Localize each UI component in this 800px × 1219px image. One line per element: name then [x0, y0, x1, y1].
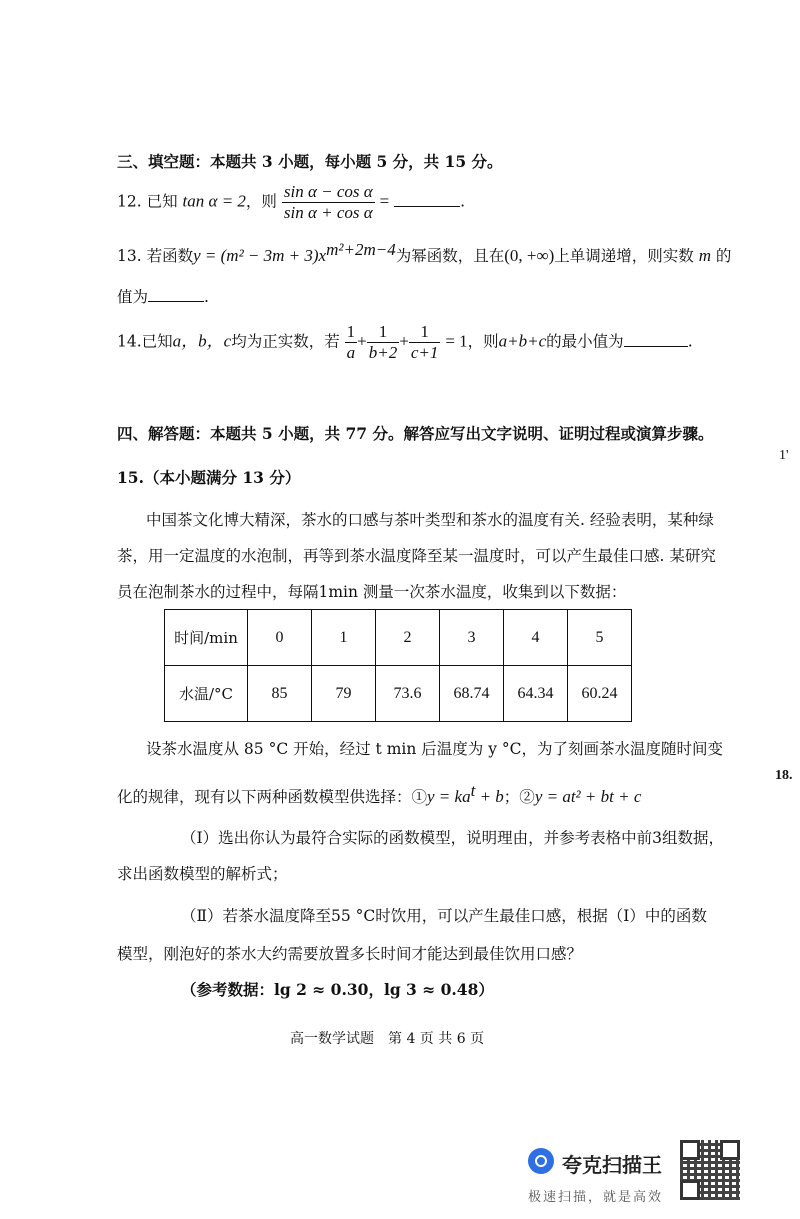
question-14: 14.已知a，b，c均为正实数，若 $\frac{1}{a}$ + $\frac{1}{b+2}$ + $\frac{1}{c+1}$ = 1，则a+b+c的最小值为 .: [117, 322, 693, 362]
q13-exponent: m²+2m−4: [326, 240, 396, 259]
q14-fraction-1: [345, 322, 358, 363]
q14-end: .: [687, 332, 693, 351]
q14-f1-den: a: [346, 343, 356, 362]
q13-variable: m: [698, 246, 711, 266]
question-15-title: 15.（本小题满分 13 分）: [117, 468, 301, 487]
table-cell: 5: [568, 610, 632, 666]
q12-end: .: [460, 192, 466, 211]
table-cell: 60.24: [568, 666, 632, 722]
q15-para5-text: 化的规律，现有以下两种函数模型供选择：①: [117, 788, 428, 807]
q15-paragraph-2: 茶，用一定温度的水泡制，再等到茶水温度降至某一温度时，可以产生最佳口感. 某研究: [117, 547, 716, 565]
q15-paragraph-5: [117, 781, 641, 807]
temperature-table: [164, 609, 632, 722]
q14-rhs: = 1: [445, 331, 468, 351]
table-cell: 79: [312, 666, 376, 722]
q12-number: 12.: [117, 192, 142, 211]
q14-f2-den: b+2: [368, 343, 398, 362]
q13-answer-blank[interactable]: [148, 300, 204, 302]
q13-text3: 上单调递增，则实数: [554, 247, 694, 266]
question-13-line2: [117, 285, 209, 307]
q15-separator: ；②: [503, 788, 535, 807]
table-row-time: [165, 610, 632, 666]
table-cell: 68.74: [440, 666, 504, 722]
table-row-temp: [165, 666, 632, 722]
q15-model-1: y = ka: [427, 787, 471, 807]
table-header-time: 时间/min: [165, 610, 248, 666]
qr-code-icon: [680, 1140, 740, 1200]
q14-f1-num: 1: [346, 322, 356, 341]
q14-fraction-2: [367, 322, 399, 363]
table-cell: 1: [312, 610, 376, 666]
watermark-slogan: 极速扫描，就是高效: [528, 1190, 664, 1205]
q14-f3-den: c+1: [410, 343, 439, 362]
q12-prefix: 已知: [146, 192, 178, 211]
q14-f2-num: 1: [378, 322, 388, 341]
table-cell: 0: [248, 610, 312, 666]
q15-part-1b: 求出函数模型的解析式；: [117, 865, 288, 883]
q14-answer-blank[interactable]: [624, 345, 688, 347]
q12-mid: ，则: [245, 192, 277, 211]
q13-end: .: [204, 288, 209, 306]
q12-frac-denominator: sin α + cos α: [283, 203, 373, 222]
q15-paragraph-1: 中国茶文化博大精深，茶水的口感与茶叶类型和茶水的温度有关. 经验表明，某种绿: [146, 511, 714, 529]
q14-f3-num: 1: [420, 322, 429, 341]
table-cell: 3: [440, 610, 504, 666]
page-footer: 高一数学试题 第 4 页 共 6 页: [290, 1031, 485, 1047]
question-13: [117, 240, 731, 266]
q14-text1: 已知: [141, 332, 173, 351]
q14-expression: a+b+c: [498, 331, 547, 351]
q15-reference-data: （参考数据：lg 2 ≈ 0.30，lg 3 ≈ 0.48）: [181, 980, 494, 999]
watermark-brand: 夸克扫描王: [562, 1153, 662, 1177]
q12-condition: tan α = 2: [182, 191, 246, 211]
table-cell: 64.34: [504, 666, 568, 722]
q15-model-1-tail: + b: [475, 787, 504, 807]
side-mark-18: 18.: [775, 768, 793, 783]
side-mark-1: 1': [779, 448, 789, 463]
q15-part-2a: （Ⅱ）若茶水温度降至55 °C时饮用，可以产生最佳口感，根据（Ⅰ）中的函数: [181, 907, 707, 925]
q14-number: 14.: [117, 332, 142, 351]
q12-answer-blank[interactable]: [394, 205, 460, 207]
q14-text3: ，则: [467, 332, 499, 351]
table-cell: 73.6: [376, 666, 440, 722]
q13-text1: 若函数: [146, 247, 194, 266]
q15-part-1a: （Ⅰ）选出你认为最符合实际的函数模型，说明理由，并参考表格中前3组数据，: [181, 829, 724, 847]
q13-text2: 为幂函数，且在: [395, 247, 505, 266]
question-12: [117, 182, 465, 223]
q14-fraction-3: [409, 322, 441, 363]
q13-interval: (0, +∞): [504, 246, 555, 266]
q12-frac-numerator: sin α − cos α: [283, 182, 373, 201]
table-cell: 85: [248, 666, 312, 722]
q15-paragraph-4: 设茶水温度从 85 °C 开始，经过 t min 后温度为 y °C，为了刻画茶水温度随时间变: [146, 740, 723, 758]
section-4-heading: 四、解答题：本题共 5 小题，共 77 分。解答应写出文字说明、证明过程或演算步骤。: [117, 424, 714, 443]
section-3-heading: 三、填空题：本题共 3 小题，每小题 5 分，共 15 分。: [117, 152, 503, 171]
q13-function: y = (m² − 3m + 3)x: [193, 246, 327, 266]
q15-model-1-exp: t: [470, 781, 476, 800]
q15-paragraph-3: 员在泡制茶水的过程中，每隔1min 测量一次茶水温度，收集到以下数据：: [117, 583, 627, 601]
q13-text4: 的: [715, 247, 732, 266]
table-cell: 4: [504, 610, 568, 666]
table-cell: 2: [376, 610, 440, 666]
q14-text4: 的最小值为: [546, 332, 624, 351]
quark-logo-icon: [528, 1148, 554, 1174]
q12-fraction: [282, 182, 375, 223]
q14-vars: a，b，c: [172, 331, 232, 351]
table-header-temp: 水温/°C: [165, 666, 248, 722]
q15-model-2: y = at² + bt + c: [534, 787, 642, 807]
q15-part-2b: 模型，刚泡好的茶水大约需要放置多长时间才能达到最佳饮用口感？: [117, 945, 583, 963]
q13-number: 13.: [117, 247, 142, 266]
q12-equals: =: [379, 191, 390, 211]
q13-line2-text: 值为: [117, 288, 149, 306]
q14-text2: 均为正实数，若: [231, 332, 340, 351]
